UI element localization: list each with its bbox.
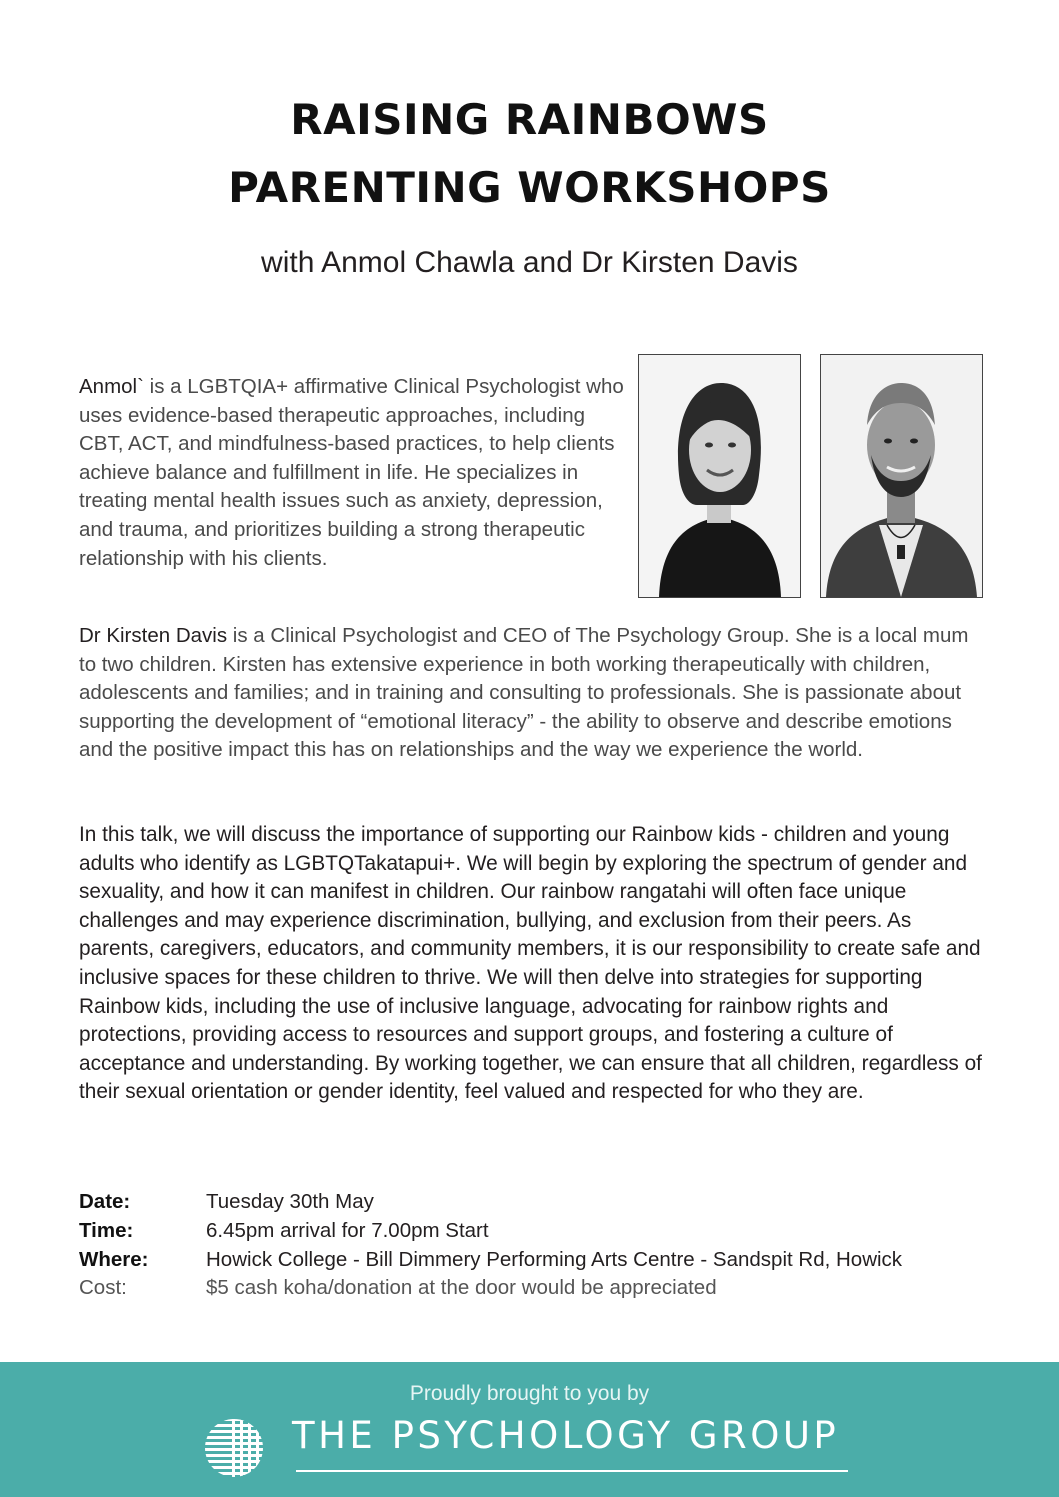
event-subtitle: with Anmol Chawla and Dr Kirsten Davis — [261, 246, 798, 279]
bio-anmol-name: Anmol` — [79, 375, 144, 398]
anmol-photo — [820, 354, 983, 598]
talk-description: In this talk, we will discuss the importance of supporting our Rainbow kids - children and young adults who identify as LGBTQTakatapui+. We will begin by exploring the spectrum of gender and sexuality, and how it can manifest in children. Our rainbow rangatahi will often face unique challenges and may experience discrimination, bullying, and exclusion from their peers. As parents, caregivers, educators, and community members, it is our responsibility to create safe and inclusive spaces for these children to thrive. We will then delve into strategies for supporting Rainbow kids, including the use of inclusive language, advocating for rainbow rights and protections, providing access to resources and support groups, and fostering a culture of acceptance and understanding. By working together, we can ensure that all children, regardless of their sexual orientation or gender identity, feel valued and respected for who they are. — [79, 823, 982, 1104]
event-title-line1: RAISING RAINBOWS — [290, 95, 769, 144]
detail-date-value: Tuesday 30th May — [206, 1190, 374, 1213]
detail-cost-label: Cost: — [79, 1276, 127, 1299]
detail-cost-value: $5 cash koha/donation at the door would be appreciated — [206, 1276, 717, 1299]
event-title-line2: PARENTING WORKSHOPS — [228, 163, 831, 212]
footer-brand-name: THE PSYCHOLOGY GROUP — [292, 1414, 840, 1457]
detail-time-value: 6.45pm arrival for 7.00pm Start — [206, 1219, 489, 1242]
psychology-group-logo-icon — [204, 1418, 264, 1482]
detail-date-label: Date: — [79, 1190, 131, 1213]
bio-kirsten-name: Dr Kirsten Davis — [79, 624, 228, 647]
footer-brand-underline — [296, 1470, 848, 1472]
footer-banner — [0, 1362, 1059, 1497]
kirsten-photo — [638, 354, 801, 598]
footer-tagline: Proudly brought to you by — [409, 1382, 650, 1405]
bio-anmol-text: is a LGBTQIA+ affirmative Clinical Psychologist who uses evidence-based therapeutic approaches, including CBT, ACT, and mindfulness-based practices, to help clients achieve balance and fulfillment in life. He specializes in treating mental health issues such as anxiety, depression, and trauma, and prioritizes building a strong therapeutic relationship with his clients. — [79, 375, 624, 570]
bio-anmol — [79, 373, 624, 573]
bio-kirsten — [79, 622, 979, 765]
detail-where-label: Where: — [79, 1248, 149, 1271]
bio-kirsten-text: is a Clinical Psychologist and CEO of The Psychology Group. She is a local mum to two children. Kirsten has extensive experience in both working therapeutically with children, adolescents and families; and in training and consulting to professionals. She is passionate about supporting the development of “emotional literacy” - the ability to observe and describe emotions and the positive impact this has on relationships and the way we experience the world. — [79, 624, 969, 762]
detail-where-value: Howick College - Bill Dimmery Performing Arts Centre - Sandspit Rd, Howick — [206, 1248, 903, 1271]
detail-time-label: Time: — [79, 1219, 134, 1242]
